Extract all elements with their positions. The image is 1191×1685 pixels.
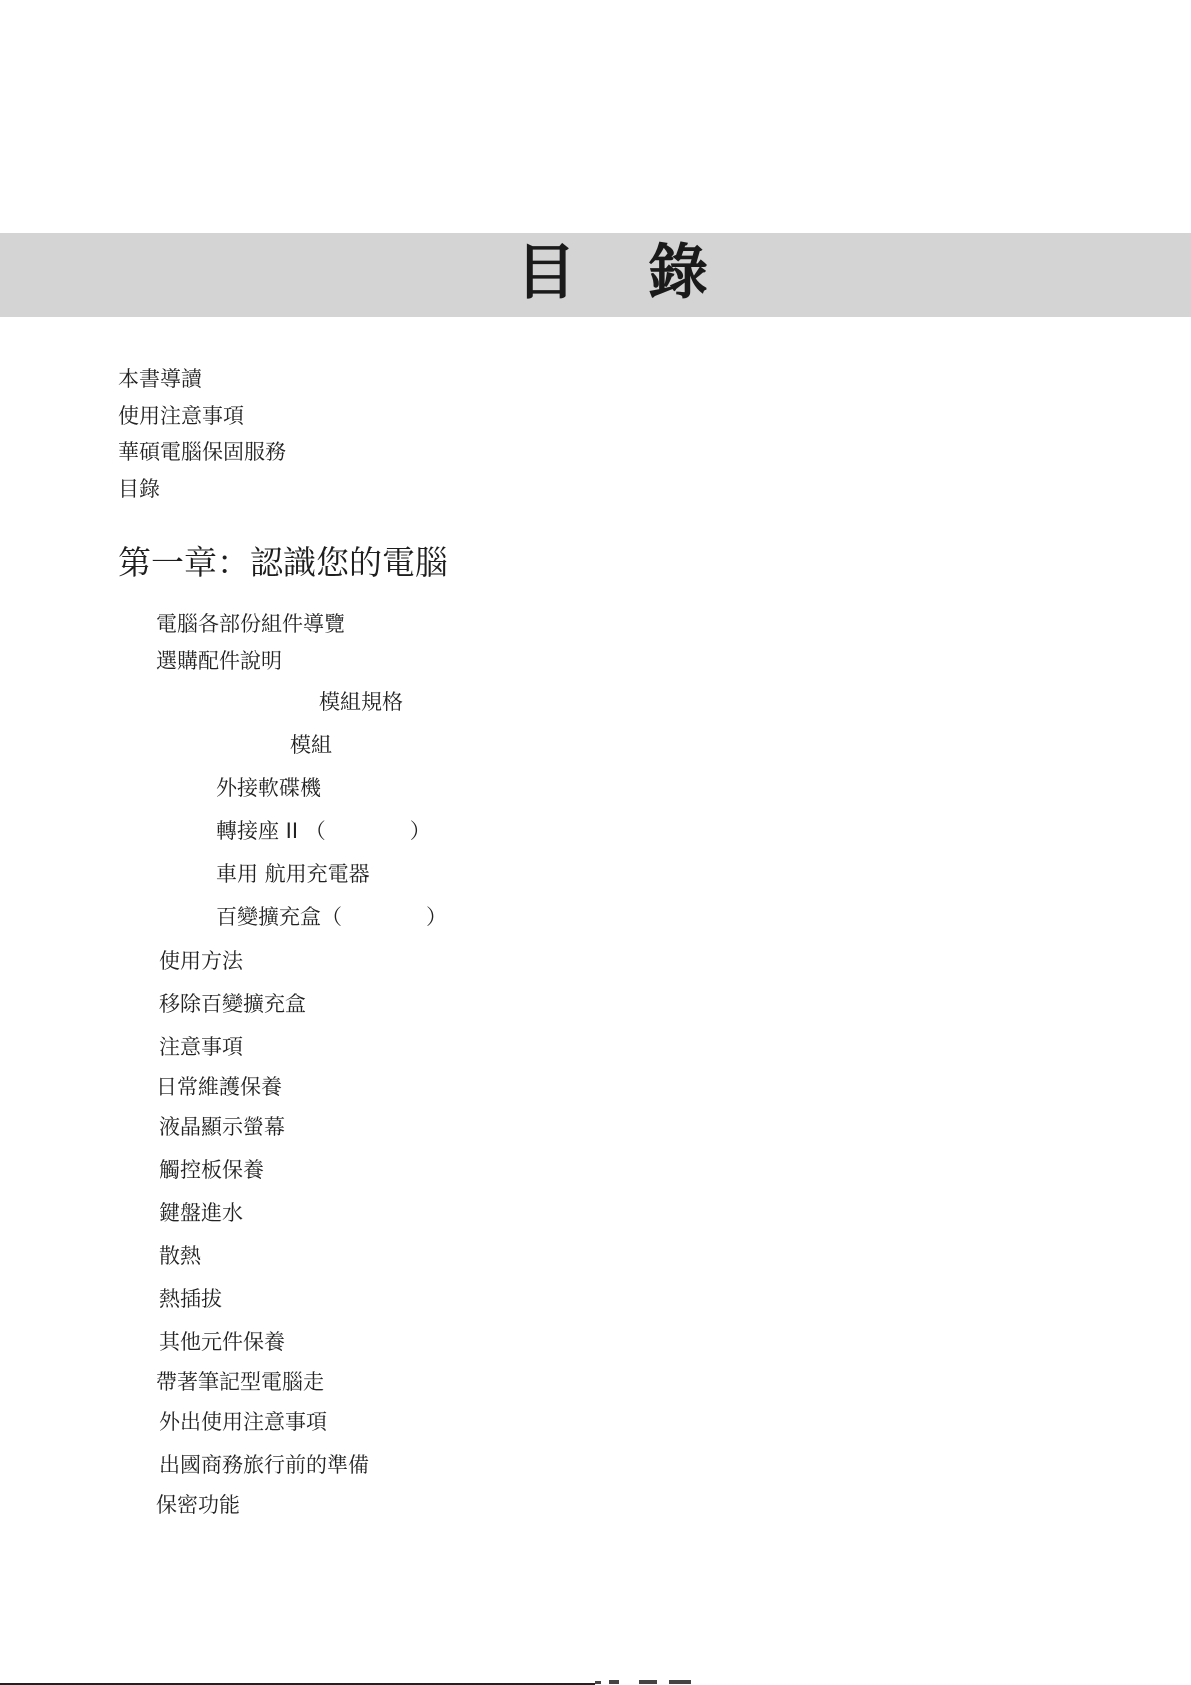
toc-entry[interactable]: 百變擴充盒（ ） <box>216 905 447 929</box>
toc-entry[interactable]: 注意事項 <box>159 1035 243 1059</box>
toc-entry-usage-notes[interactable]: 使用注意事項 <box>118 404 244 428</box>
toc-entry[interactable]: 轉接座 II （ ） <box>216 819 431 843</box>
toc-entry[interactable]: 其他元件保養 <box>159 1330 285 1354</box>
toc-entry[interactable]: 電腦各部份組件導覽 <box>156 612 345 636</box>
toc-entry[interactable]: 熱插拔 <box>159 1287 222 1311</box>
toc-entry[interactable]: 外接軟碟機 <box>216 776 321 800</box>
title-band <box>0 233 1191 317</box>
toc-entry[interactable]: 帶著筆記型電腦走 <box>156 1370 324 1394</box>
page-title-char-1: 目 <box>516 238 576 308</box>
toc-entry[interactable]: 模組規格 <box>319 690 403 714</box>
toc-entry[interactable]: 模組 <box>290 733 332 757</box>
toc-entry[interactable]: 使用方法 <box>159 949 243 973</box>
chapter-heading: 第一章：認識您的電腦 <box>118 543 448 582</box>
toc-entry[interactable]: 日常維護保養 <box>156 1075 282 1099</box>
toc-entry[interactable]: 車用 航用充電器 <box>216 862 370 886</box>
toc-entry[interactable]: 移除百變擴充盒 <box>159 992 306 1016</box>
toc-entry[interactable]: 觸控板保養 <box>159 1158 264 1182</box>
toc-entry[interactable]: 鍵盤進水 <box>159 1201 243 1225</box>
toc-entry[interactable]: 保密功能 <box>156 1493 240 1517</box>
toc-entry[interactable]: 選購配件說明 <box>156 649 282 673</box>
toc-entry[interactable]: 出國商務旅行前的準備 <box>159 1453 369 1477</box>
toc-entry-contents[interactable]: 目錄 <box>118 477 160 501</box>
toc-entry-warranty-service[interactable]: 華碩電腦保固服務 <box>118 440 286 464</box>
toc-entry[interactable]: 液晶顯示螢幕 <box>159 1115 285 1139</box>
toc-entry-reading-guide[interactable]: 本書導讀 <box>118 367 202 391</box>
toc-entry[interactable]: 外出使用注意事項 <box>159 1410 327 1434</box>
footer-marks <box>595 1679 715 1685</box>
toc-entry[interactable]: 散熱 <box>159 1244 201 1268</box>
page-title-char-2: 錄 <box>648 238 708 308</box>
